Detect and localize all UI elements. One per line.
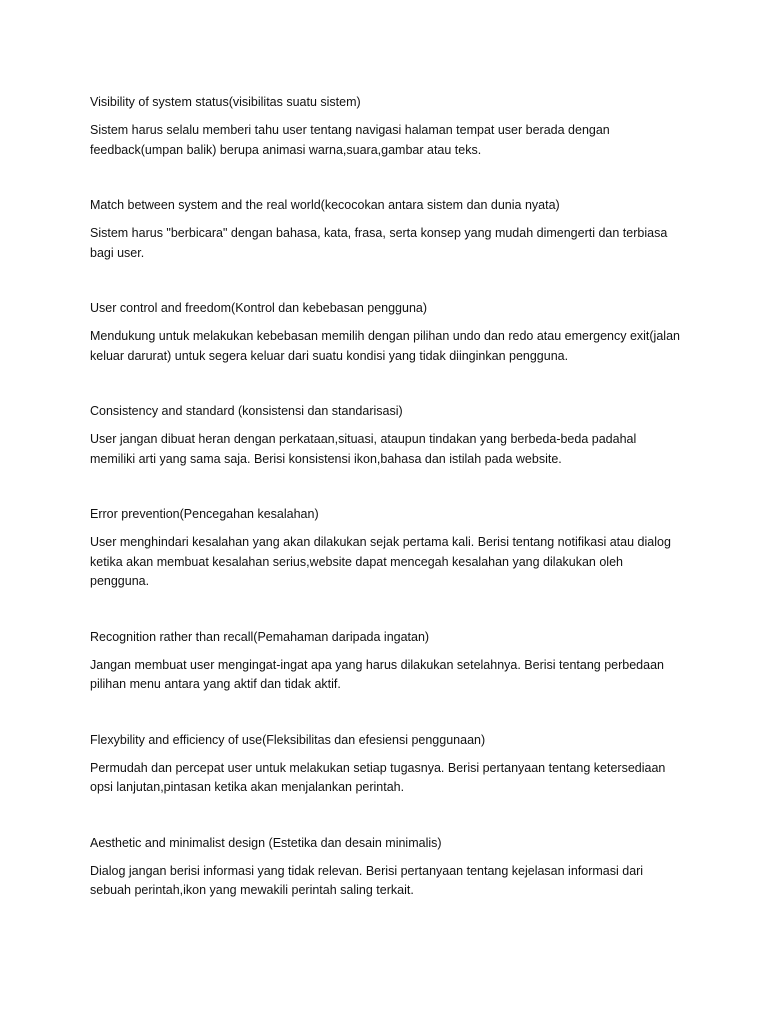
section-consistency (90, 402, 680, 469)
section-heading: Aesthetic and minimalist design (Estetika dan desain minimalis) (90, 835, 442, 850)
section-recognition (90, 628, 680, 695)
section-aesthetic (90, 834, 680, 901)
section-body: Sistem harus selalu memberi tahu user tentang navigasi halaman tempat user berada dengan feedback(umpan balik) berupa animasi warna,suara,gambar atau teks. (90, 123, 610, 157)
document-content (90, 93, 680, 937)
section-visibility (90, 93, 680, 160)
section-match-real-world (90, 196, 680, 263)
section-body: Dialog jangan berisi informasi yang tidak relevan. Berisi pertanyaan tentang kejelasan informasi dari sebuah perintah,ikon yang mewakili perintah saling terkait. (90, 863, 644, 897)
section-body: Mendukung untuk melakukan kebebasan memilih dengan pilihan undo dan redo atau emergency exit(jalan keluar darurat) untuk segera keluar dari suatu kondisi yang tidak diinginkan pengguna. (90, 329, 680, 363)
section-heading: Consistency and standard (konsistensi dan standarisasi) (90, 404, 403, 418)
section-body: Permudah dan percepat user untuk melakukan setiap tugasnya. Berisi pertanyaan tentang ketersediaan opsi lanjutan,pintasan ketika akan menjalankan perintah. (90, 760, 666, 794)
section-heading: Match between system and the real world(kecocokan antara sistem dan dunia nyata) (90, 198, 560, 212)
section-body: User menghindari kesalahan yang akan dilakukan sejak pertama kali. Berisi tentang notifikasi atau dialog ketika akan membuat kesalahan serius,website dapat mencegah kesalahan yang dilakukan oleh pengguna. (90, 535, 671, 588)
section-flexibility (90, 731, 680, 798)
section-heading: Visibility of system status(visibilitas suatu sistem) (90, 95, 361, 109)
section-error-prevention (90, 505, 680, 592)
section-body: Jangan membuat user mengingat-ingat apa yang harus dilakukan setelahnya. Berisi tentang perbedaan pilihan menu antara yang aktif dan tidak aktif. (90, 657, 664, 691)
section-heading: User control and freedom(Kontrol dan kebebasan pengguna) (90, 301, 428, 315)
section-body: User jangan dibuat heran dengan perkataan,situasi, ataupun tindakan yang berbeda-beda padahal memiliki arti yang sama saja. Berisi konsistensi ikon,bahasa dan istilah pada website. (90, 432, 637, 466)
section-heading: Error prevention(Pencegahan kesalahan) (90, 507, 319, 521)
section-heading: Recognition rather than recall(Pemahaman daripada ingatan) (90, 629, 430, 644)
section-heading: Flexybility and efficiency of use(Fleksibilitas dan efesiensi penggunaan) (90, 732, 486, 747)
section-user-control (90, 299, 680, 366)
section-body: Sistem harus "berbicara" dengan bahasa, kata, frasa, serta konsep yang mudah dimengerti dan terbiasa bagi user. (90, 226, 668, 260)
